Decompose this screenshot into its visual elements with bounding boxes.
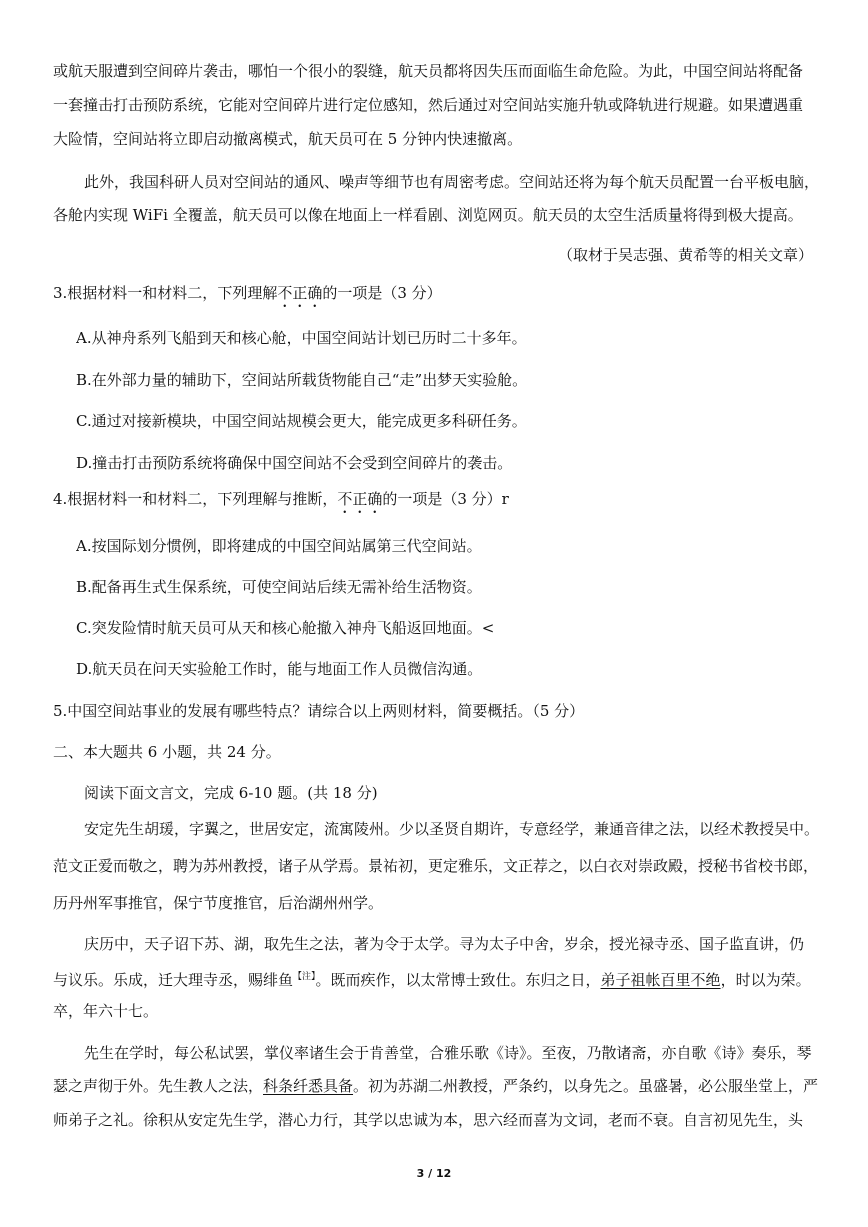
question-5: 5.中国空间站事业的发展有哪些特点？请综合以上两则材料，简要概括。（5 分） bbox=[53, 702, 585, 720]
text-line: 一套撞击打击预防系统，它能对空间碎片进行定位感知，然后通过对空间站实施升轨或降轨进行规避。如果遭遇重 bbox=[53, 96, 804, 114]
option-d: D.航天员在问天实验舱工作时，能与地面工作人员微信沟通。 bbox=[76, 660, 483, 678]
text-line: 与议乐。乐成，迁大理寺丞，赐绯鱼$^{【注】}$。既而疾作，以太常博士致仕。东归之日，弟子祖帐百里不绝，时以为荣。 bbox=[53, 971, 811, 989]
text-line: 历丹州军事推官，保宁节度推官，后治湖州州学。 bbox=[53, 894, 384, 912]
emphasis-text: 不正确 bbox=[337, 490, 383, 508]
underlined-sentence: 弟子祖帐百里不绝 bbox=[600, 971, 721, 989]
option-b: B.配备再生式生保系统，可使空间站后续无需补给生活物资。 bbox=[76, 578, 482, 596]
text-line: 瑟之声彻于外。先生教人之法，科条纤悉具备。初为苏湖二州教授，严条约，以身先之。虽盛暑，必公服坐堂上，严 bbox=[53, 1077, 819, 1095]
text-line: 大险情，空间站将立即启动撤离模式，航天员可在 5 分钟内快速撤离。 bbox=[53, 130, 523, 148]
option-a: A.从神舟系列飞船到天和核心舱，中国空间站计划已历时二十多年。 bbox=[76, 329, 527, 347]
underlined-sentence: 科条纤悉具备 bbox=[263, 1077, 354, 1095]
instruction: 阅读下面文言文，完成 6-10 题。(共 18 分) bbox=[84, 784, 378, 802]
text-line: 各舱内实现 WiFi 全覆盖，航天员可以像在地面上一样看剧、浏览网页。航天员的太空生活质量将得到极大提高。 bbox=[53, 206, 803, 224]
source-citation: （取材于吴志强、黄希等的相关文章） bbox=[557, 246, 813, 264]
text-line: 先生在学时，每公私试罢，掌仪率诸生会于肯善堂，合雅乐歌《诗》。至夜，乃散诸斋，亦自歌《诗》奏乐，琴 bbox=[84, 1044, 812, 1062]
page-number: 3 / 12 bbox=[416, 1167, 452, 1180]
question-3: 3.根据材料一和材料二，下列理解不正确的一项是（3 分） bbox=[53, 284, 442, 302]
option-c: C.通过对接新模块，中国空间站规模会更大，能完成更多科研任务。 bbox=[76, 412, 527, 430]
option-b: B.在外部力量的辅助下，空间站所载货物能自己“走”出梦天实验舱。 bbox=[76, 371, 528, 389]
emphasis-text: 不正确 bbox=[277, 284, 323, 302]
text-line: 此外，我国科研人员对空间站的通风、噪声等细节也有周密考虑。空间站还将为每个航天员配置一台平板电脑， bbox=[84, 173, 820, 191]
text-line: 或航天服遭到空间碎片袭击，哪怕一个很小的裂缝，航天员都将因失压而面临生命危险。为此，中国空间站将配备 bbox=[53, 62, 804, 80]
text-line: 范文正爱而敬之，聘为苏州教授，诸子从学焉。景祐初，更定雅乐，文正荐之，以白衣对崇政殿，授秘书省校书郎， bbox=[53, 857, 819, 875]
section-heading: 二、本大题共 6 小题，共 24 分。 bbox=[53, 743, 281, 761]
footnote-marker: 【注】 bbox=[293, 972, 316, 982]
question-4: 4.根据材料一和材料二，下列理解与推断，不正确的一项是（3 分）r bbox=[53, 490, 509, 508]
text-line: 卒，年六十七。 bbox=[53, 1002, 159, 1020]
option-a: A.按国际划分惯例，即将建成的中国空间站属第三代空间站。 bbox=[76, 537, 482, 555]
text-line: 安定先生胡瑗，字翼之，世居安定，流寓陵州。少以圣贤自期许，专意经学，兼通音律之法，以经术教授吴中。 bbox=[84, 820, 820, 838]
text-line: 师弟子之礼。徐积从安定先生学，潜心力行，其学以忠诚为本，思六经而喜为文词，老而不衰。自言初见先生，头 bbox=[53, 1111, 804, 1129]
option-c: C.突发险情时航天员可从天和核心舱撤入神舟飞船返回地面。< bbox=[76, 619, 495, 637]
option-d: D.撞击打击预防系统将确保中国空间站不会受到空间碎片的袭击。 bbox=[76, 454, 513, 472]
text-line: 庆历中，天子诏下苏、湖，取先生之法，著为令于太学。寻为太子中舍，岁余，授光禄寺丞、国子监直讲，仍 bbox=[84, 935, 805, 953]
